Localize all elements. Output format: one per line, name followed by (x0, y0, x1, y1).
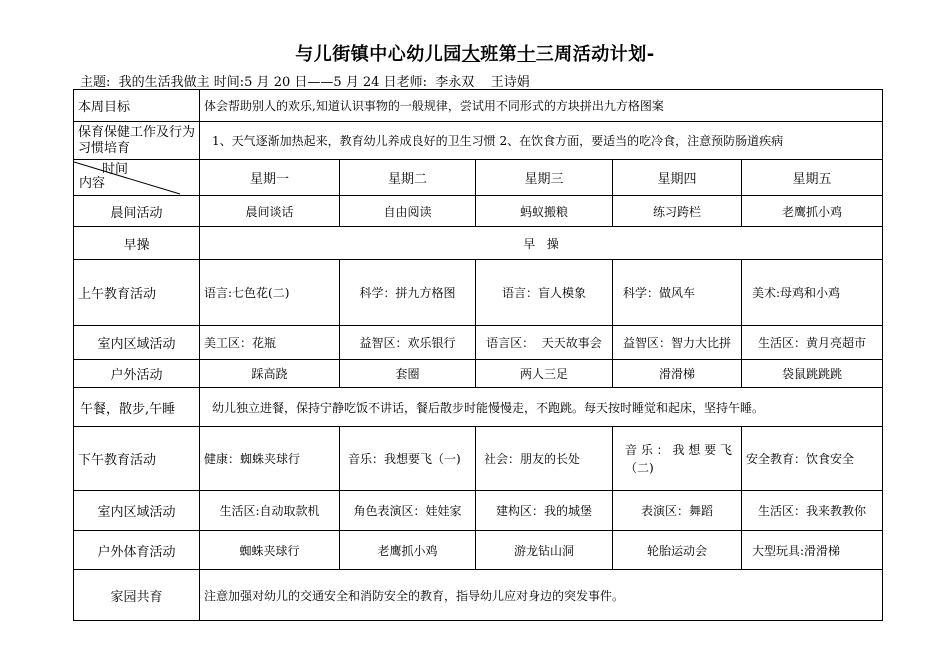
pm-edu-cell-4: 音 乐 ： 我 想 要 飞（二) (613, 427, 742, 491)
row-exercise (74, 227, 883, 260)
pe-cell-1: 蜘蛛夹球行 (200, 531, 340, 570)
row-label-exercise: 早操 (74, 227, 200, 260)
row-label-outdoor: 户外活动 (74, 360, 200, 388)
row-health (74, 122, 883, 160)
title-part-3: 班第 (480, 44, 518, 65)
pe-cell-5: 大型玩具:滑滑梯 (742, 531, 883, 570)
morning-cell-4: 练习跨栏 (613, 196, 742, 227)
title-part-5: 三周活动计划- (535, 44, 655, 65)
row-lunch (74, 388, 883, 427)
header-diagonal-cell (74, 160, 200, 196)
header-day-4: 星期四 (613, 160, 742, 196)
row-label-morning: 晨间活动 (74, 196, 200, 227)
indoor1-cell-5: 生活区：黄月亮超市 (742, 326, 883, 360)
header-day-2: 星期二 (340, 160, 476, 196)
pe-cell-3: 游龙钻山洞 (476, 531, 613, 570)
indoor1-cell-1: 美工区：花瓶 (200, 326, 340, 360)
row-label-pe: 户外体育活动 (74, 531, 200, 570)
row-pe (74, 531, 883, 570)
header-day-5: 星期五 (742, 160, 883, 196)
row-outdoor (74, 360, 883, 388)
row-label-health: 保育保健工作及行为习惯培育 (74, 122, 200, 160)
indoor1-cell-3: 语言区： 天天故事会 (476, 326, 613, 360)
header-day-3: 星期三 (476, 160, 613, 196)
goal-text: 体会帮助别人的欢乐,知道认识事物的一般规律，尝试用不同形式的方块拼出九方格图案 (200, 90, 883, 122)
morning-cell-5: 老鹰抓小鸡 (742, 196, 883, 227)
indoor1-cell-4: 益智区：智力大比拼 (613, 326, 742, 360)
row-label-goal: 本周目标 (74, 90, 200, 122)
row-label-family: 家园共育 (74, 570, 200, 621)
row-label-am-edu: 上午教育活动 (74, 260, 200, 326)
pm-edu-cell-5: 安全教育：饮食安全 (742, 427, 883, 491)
am-edu-cell-5: 美术:母鸡和小鸡 (742, 260, 883, 326)
row-header (74, 160, 883, 196)
weekly-plan-table (73, 89, 883, 621)
header-content-label: 内容 (79, 176, 106, 191)
plan-meta-line: 主题: 我的生活我做主 时间:5 月 20 日——5 月 24 日老师: 李永双 王诗娟 (80, 75, 530, 90)
row-goal (74, 90, 883, 122)
am-edu-cell-4: 科学：做风车 (613, 260, 742, 326)
pm-edu-cell-2: 音乐：我想要飞（一) (340, 427, 476, 491)
pm-edu-cell-1: 健康：蜘蛛夹球行 (200, 427, 340, 491)
outdoor-cell-3: 两人三足 (476, 360, 613, 388)
morning-cell-1: 晨间谈话 (200, 196, 340, 227)
outdoor-cell-2: 套圈 (340, 360, 476, 388)
indoor2-cell-1: 生活区:自动取款机 (200, 491, 340, 531)
indoor2-cell-4: 表演区：舞蹈 (613, 491, 742, 531)
row-family (74, 570, 883, 621)
row-indoor-2 (74, 491, 883, 531)
row-label-pm-edu: 下午教育活动 (74, 427, 200, 491)
morning-cell-2: 自由阅读 (340, 196, 476, 227)
row-indoor-1 (74, 326, 883, 360)
health-text: 1、天气逐渐加热起来，教育幼儿养成良好的卫生习惯 2、在饮食方面，要适当的吃冷食，注意预防肠道疾病 (200, 122, 883, 160)
page-title (0, 40, 950, 66)
pe-cell-4: 轮胎运动会 (613, 531, 742, 570)
outdoor-cell-1: 踩高跷 (200, 360, 340, 388)
row-morning (74, 196, 883, 227)
title-part-2: 大 (461, 44, 481, 65)
pm-edu-cell-3: 社会：朋友的长处 (476, 427, 613, 491)
exercise-text: 早 操 (200, 227, 883, 260)
morning-cell-3: 蚂蚁搬粮 (476, 196, 613, 227)
title-part-1: 与儿街镇中心幼儿园 (295, 44, 462, 65)
row-label-indoor-1: 室内区域活动 (74, 326, 200, 360)
am-edu-cell-2: 科学：拼九方格图 (340, 260, 476, 326)
am-edu-cell-3: 语言：盲人模象 (476, 260, 613, 326)
header-day-1: 星期一 (200, 160, 340, 196)
outdoor-cell-4: 滑滑梯 (613, 360, 742, 388)
lunch-text: 幼儿独立进餐，保持宁静吃饭不讲话，餐后散步时能慢慢走，不跑跳。每天按时睡觉和起床，坚持午睡。 (200, 388, 883, 427)
row-am-edu (74, 260, 883, 326)
pe-cell-2: 老鹰抓小鸡 (340, 531, 476, 570)
am-edu-cell-1: 语言:七色花(二) (200, 260, 340, 326)
indoor1-cell-2: 益智区：欢乐银行 (340, 326, 476, 360)
row-label-lunch: 午餐，散步,午睡 (74, 388, 200, 427)
row-label-indoor-2: 室内区域活动 (74, 491, 200, 531)
header-time-label: 时间 (102, 162, 129, 177)
family-text: 注意加强对幼儿的交通安全和消防安全的教育，指导幼儿应对身边的突发事件。 (200, 570, 883, 621)
outdoor-cell-5: 袋鼠跳跳跳 (742, 360, 883, 388)
indoor2-cell-2: 角色表演区：娃娃家 (340, 491, 476, 531)
row-pm-edu (74, 427, 883, 491)
indoor2-cell-3: 建构区：我的城堡 (476, 491, 613, 531)
title-part-4: 十 (517, 44, 536, 65)
indoor2-cell-5: 生活区：我来教教你 (742, 491, 883, 531)
